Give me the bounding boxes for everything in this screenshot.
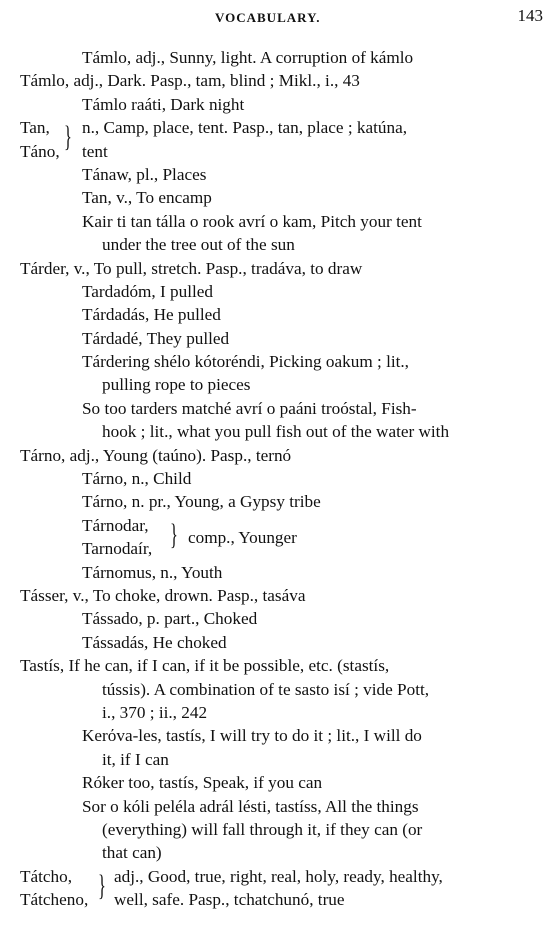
entry-line: Tárno, n., Child: [82, 469, 192, 489]
entry-line: Tan, v., To encamp: [82, 188, 212, 208]
brace-mark: }: [64, 120, 72, 154]
entry-line: Tárnomus, n., Youth: [82, 562, 223, 582]
definition: adj., Good, true, right, real, holy, ready, healthy,: [114, 866, 443, 886]
brace-mark: }: [98, 868, 106, 902]
entry-line: Tárdering shélo kótoréndi, Picking oakum ; lit.,: [82, 352, 409, 372]
running-title: VOCABULARY.: [215, 10, 321, 25]
definition: comp., Younger: [188, 527, 297, 547]
headword: Tarnodaír,: [82, 539, 153, 559]
entry-line: Tárdadás, He pulled: [82, 305, 221, 325]
entry-line: Tánaw, pl., Places: [82, 164, 207, 184]
page-number: 143: [517, 6, 543, 25]
entry-line: tússis). A combination of te sasto isí ; vide Pott,: [102, 679, 430, 699]
headword: Tárnodar,: [82, 515, 149, 535]
entry-line: Tásser, v., To choke, drown. Pasp., tasáva: [20, 585, 306, 605]
entry-line: Róker too, tastís, Speak, if you can: [82, 773, 323, 793]
entry-line: Tárder, v., To pull, stretch. Pasp., tradáva, to draw: [20, 258, 363, 278]
entry-line: Kair ti tan tálla o rook avrí o kam, Pitch your tent: [82, 211, 422, 231]
entry-line: hook ; lit., what you pull fish out of the water with: [102, 422, 450, 442]
entry-line: Támlo raáti, Dark night: [82, 94, 245, 114]
headword: Tátcheno,: [20, 890, 89, 910]
entry-line: that can): [102, 843, 162, 863]
brace-mark: }: [170, 517, 178, 551]
entry-line: Tárno, adj., Young (taúno). Pasp., ternó: [20, 445, 292, 465]
entry-line: So too tarders matché avrí o paáni troóstal, Fish-: [82, 398, 417, 418]
entry-line: Sor o kóli peléla adrál lésti, tastíss, All the things: [82, 796, 419, 816]
definition: well, safe. Pasp., tchatchunó, true: [114, 890, 345, 910]
entry-line: Tássadás, He choked: [82, 632, 227, 652]
entry-line: Tastís, If he can, if I can, if it be possible, etc. (stastís,: [20, 656, 390, 676]
entry-line: under the tree out of the sun: [102, 235, 295, 255]
entry-line: Kerόva-les, tastís, I will try to do it ; lit., I will do: [82, 726, 422, 746]
entry-line: i., 370 ; ii., 242: [102, 702, 208, 722]
entry-line: Támlo, adj., Sunny, light. A corruption of kámlo: [82, 48, 414, 67]
entry-group-tatcho: [20, 865, 530, 912]
headword: Tan,: [20, 118, 50, 138]
entry-group-tan: [20, 116, 530, 163]
vocabulary-text: [20, 46, 530, 911]
entry-line: Tárno, n. pr., Young, a Gypsy tribe: [82, 492, 321, 512]
entry-line: (everything) will fall through it, if they can (or: [102, 819, 423, 839]
page-header: [0, 4, 557, 26]
definition: tent: [82, 141, 108, 161]
entry-group-tarnodar: [20, 514, 530, 561]
entry-line: Támlo, adj., Dark. Pasp., tam, blind ; Mikl., i., 43: [20, 71, 360, 91]
entry-line: it, if I can: [102, 749, 169, 769]
definition: n., Camp, place, tent. Pasp., tan, place ; katúna,: [82, 118, 408, 138]
headword: Tátcho,: [20, 866, 73, 886]
entry-line: Tárdadé, They pulled: [82, 328, 230, 348]
headword: Táno,: [20, 141, 60, 161]
entry-line: Tássado, p. part., Choked: [82, 609, 258, 629]
entry-line: Tardadóm, I pulled: [82, 281, 214, 301]
entry-line: pulling rope to pieces: [102, 375, 251, 395]
